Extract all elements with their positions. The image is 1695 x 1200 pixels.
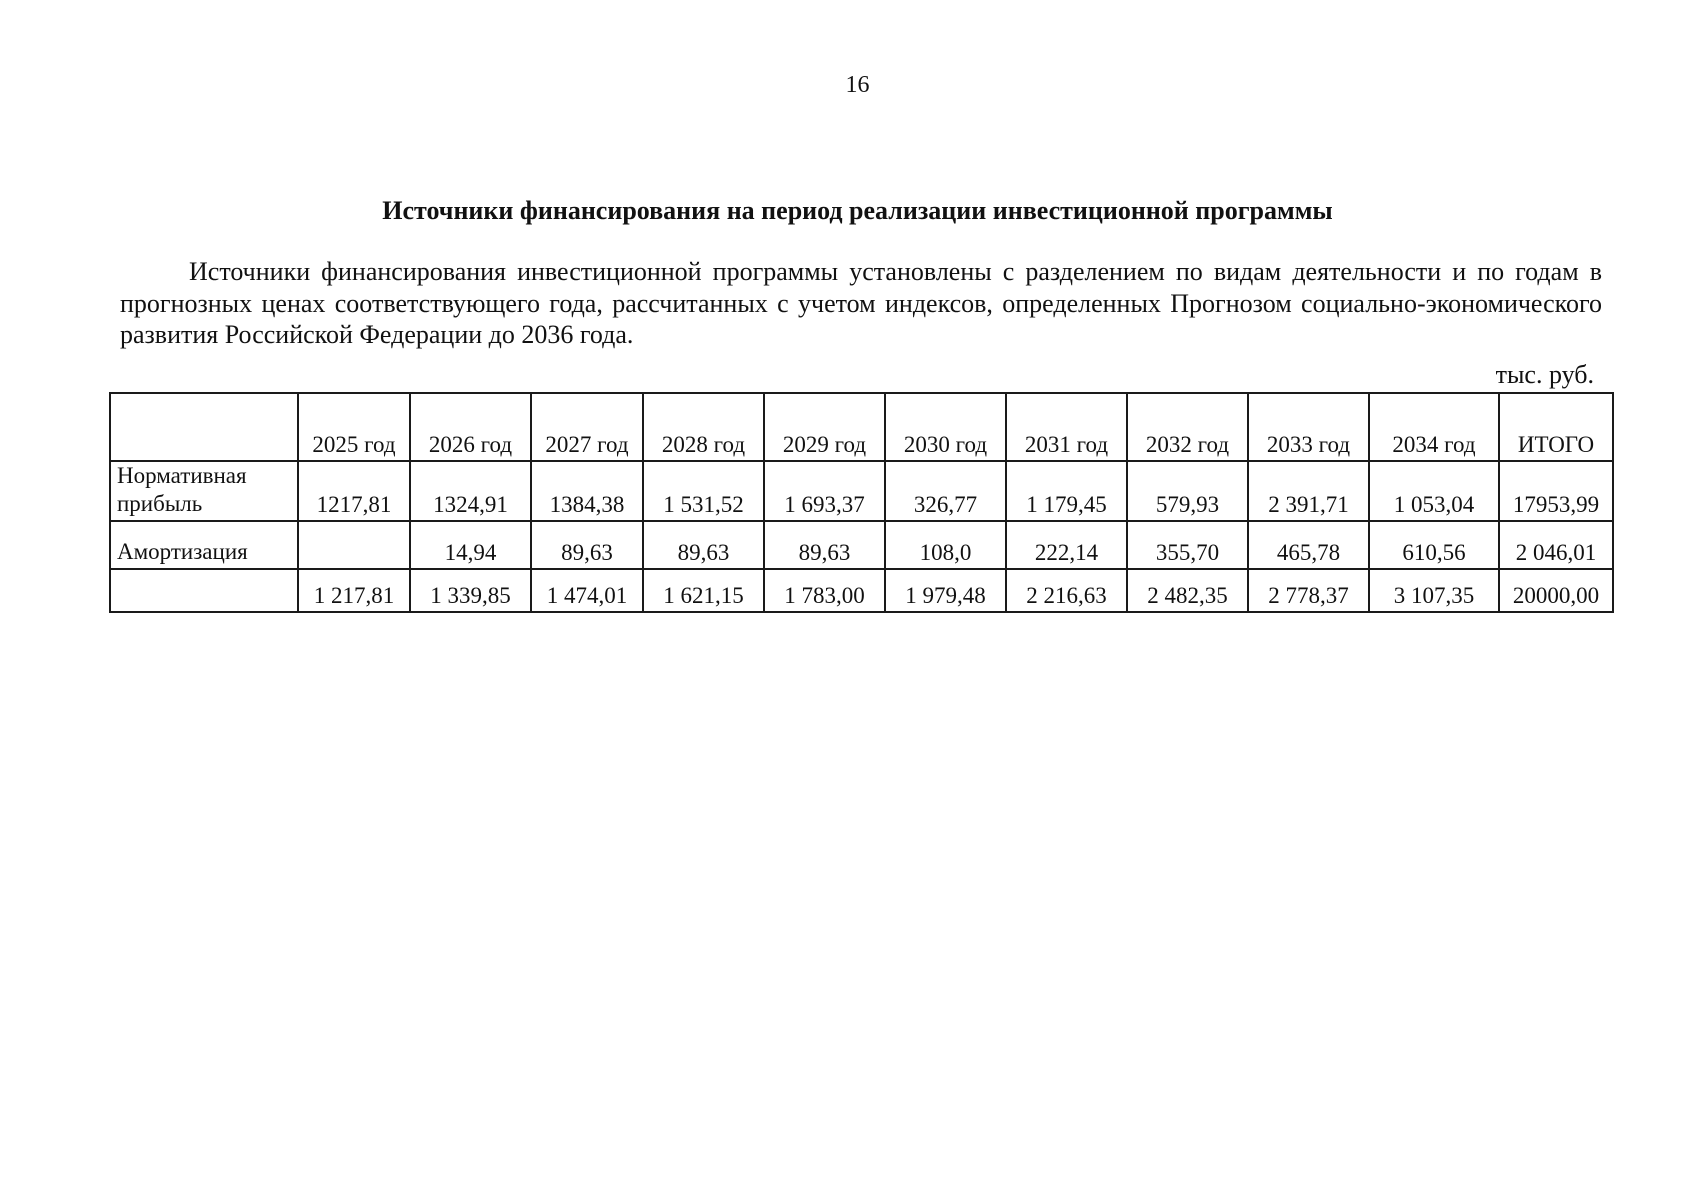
table-cell: 2 778,37	[1248, 569, 1369, 612]
table-cell: 89,63	[531, 521, 643, 569]
table-cell: 1 531,52	[643, 461, 764, 521]
table-cell: 2 391,71	[1248, 461, 1369, 521]
intro-paragraph: Источники финансирования инвестиционной программы установлены с разделением по видам деятельности и по годам в прогнозных ценах соответствующего года, рассчитанных с учетом индексов, определенных Прогнозом социально-экономического развития Российской Федерации до 2036 года.	[120, 257, 1602, 349]
row-label-line-2: прибыль	[117, 491, 203, 516]
table-header-row	[110, 393, 1613, 461]
table-row-total	[110, 569, 1613, 612]
table-cell: 1384,38	[531, 461, 643, 521]
row-label-line-1: Нормативная	[117, 463, 247, 488]
header-cell-2033: 2033 год	[1248, 393, 1369, 461]
table-cell: 579,93	[1127, 461, 1248, 521]
table-cell: 1 217,81	[298, 569, 410, 612]
funding-sources-table	[109, 392, 1614, 613]
table-cell: 1 783,00	[764, 569, 885, 612]
row-label-amortization: Амортизация	[110, 521, 298, 569]
row-label-total	[110, 569, 298, 612]
table-cell: 3 107,35	[1369, 569, 1499, 612]
page-number: 16	[845, 72, 870, 98]
table-cell-total: 20000,00	[1499, 569, 1613, 612]
table-cell: 1324,91	[410, 461, 531, 521]
header-cell-2026: 2026 год	[410, 393, 531, 461]
row-label-normative-profit	[110, 461, 298, 521]
table-cell: 14,94	[410, 521, 531, 569]
table-cell-total: 2 046,01	[1499, 521, 1613, 569]
header-cell-2025: 2025 год	[298, 393, 410, 461]
table-cell: 610,56	[1369, 521, 1499, 569]
table-cell: 1 474,01	[531, 569, 643, 612]
table-cell: 355,70	[1127, 521, 1248, 569]
table-cell: 89,63	[643, 521, 764, 569]
header-cell-2034: 2034 год	[1369, 393, 1499, 461]
header-cell-2028: 2028 год	[643, 393, 764, 461]
table-cell: 222,14	[1006, 521, 1127, 569]
table-cell-total: 17953,99	[1499, 461, 1613, 521]
table-row-amortization	[110, 521, 1613, 569]
header-corner-cell	[110, 393, 298, 461]
header-cell-2027: 2027 год	[531, 393, 643, 461]
header-cell-2029: 2029 год	[764, 393, 885, 461]
unit-label: тыс. руб.	[1495, 360, 1594, 389]
table-cell: 1217,81	[298, 461, 410, 521]
table-cell	[298, 521, 410, 569]
header-cell-2031: 2031 год	[1006, 393, 1127, 461]
table-row-normative-profit	[110, 461, 1613, 521]
table-cell: 1 693,37	[764, 461, 885, 521]
table-cell: 1 179,45	[1006, 461, 1127, 521]
table-cell: 2 216,63	[1006, 569, 1127, 612]
table-cell: 108,0	[885, 521, 1006, 569]
table-cell: 1 621,15	[643, 569, 764, 612]
table-cell: 465,78	[1248, 521, 1369, 569]
table-cell: 1 339,85	[410, 569, 531, 612]
header-cell-2030: 2030 год	[885, 393, 1006, 461]
table-cell: 326,77	[885, 461, 1006, 521]
table-cell: 2 482,35	[1127, 569, 1248, 612]
table-cell: 1 053,04	[1369, 461, 1499, 521]
table-cell: 1 979,48	[885, 569, 1006, 612]
header-cell-total: ИТОГО	[1499, 393, 1613, 461]
header-cell-2032: 2032 год	[1127, 393, 1248, 461]
section-title: Источники финансирования на период реализации инвестиционной программы	[382, 196, 1333, 225]
table-cell: 89,63	[764, 521, 885, 569]
